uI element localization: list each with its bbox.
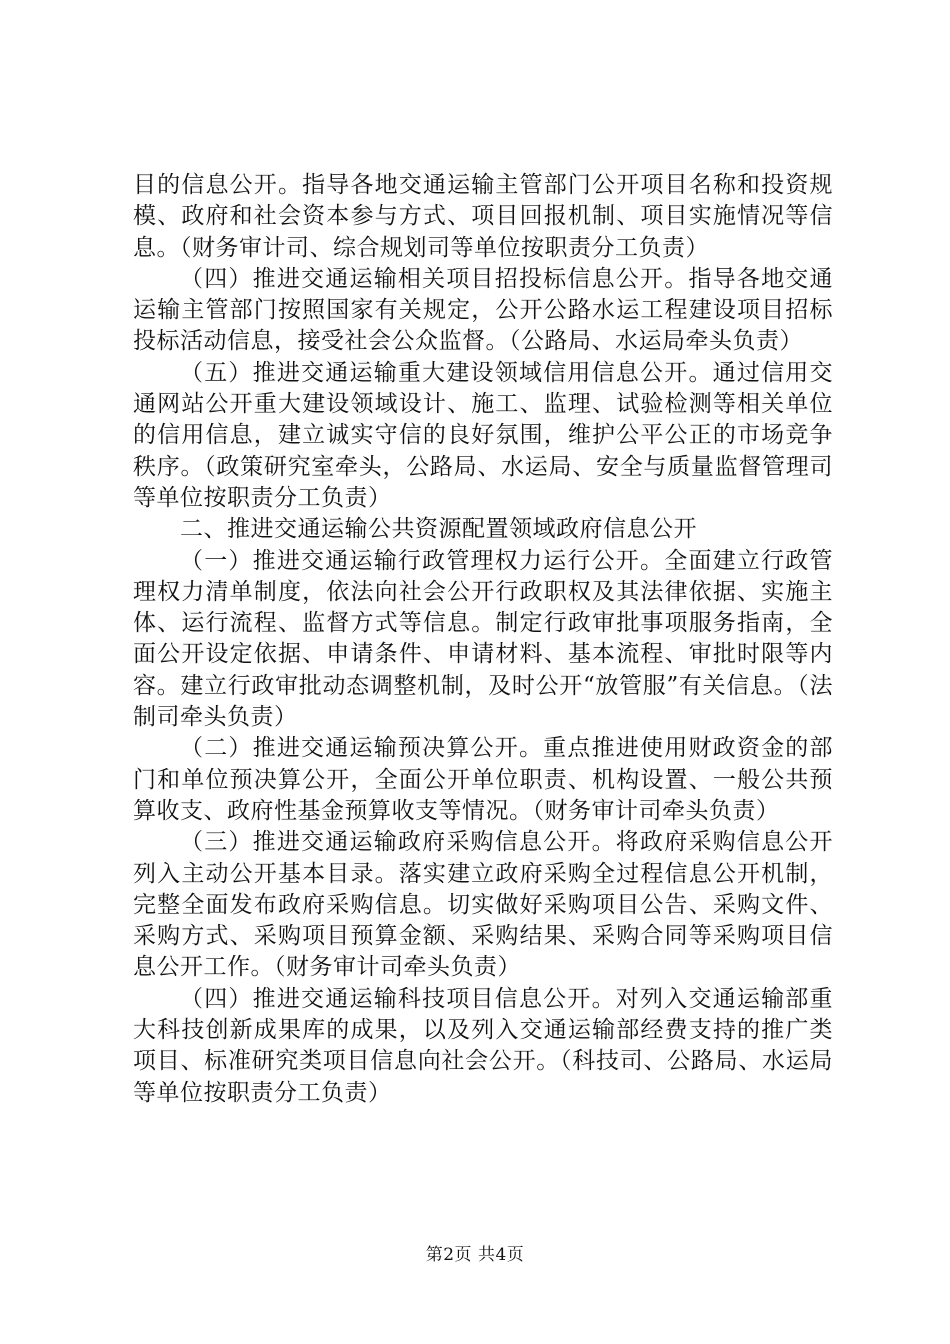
- paragraph-item-2-budget: （二）推进交通运输预决算公开。重点推进使用财政资金的部门和单位预决算公开，全面公开单位职责、机构设置、一般公共预算收支、政府性基金预算收支等情况。（财务审计司牵头负责）: [133, 735, 833, 824]
- document-body: [133, 170, 833, 1109]
- paragraph-item-4-bidding: （四）推进交通运输相关项目招投标信息公开。指导各地交通运输主管部门按照国家有关规定，公开公路水运工程建设项目招标投标活动信息，接受社会公众监督。（公路局、水运局牵头负责）: [133, 265, 833, 355]
- paragraph-item-5-credit: （五）推进交通运输重大建设领域信用信息公开。通过信用交通网站公开重大建设领域设计、施工、监理、试验检测等相关单位的信用信息，建立诚实守信的良好氛围，维护公平公正的市场竞争秩序。（政策研究室牵头，公路局、水运局、安全与质量监督管理司等单位按职责分工负责）: [133, 359, 833, 511]
- page-number-footer: 第2页 共4页: [425, 1245, 525, 1265]
- paragraph-item-1-admin-power: （一）推进交通运输行政管理权力运行公开。全面建立行政管理权力清单制度，依法向社会公开行政职权及其法律依据、实施主体、运行流程、监督方式等信息。制定行政审批事项服务指南，全面公开设定依据、申请条件、申请材料、基本流程、审批时限等内容。建立行政审批动态调整机制，及时公开“放管服”有关信息。（法制司牵头负责）: [133, 547, 833, 731]
- section-heading-2: 二、推进交通运输公共资源配置领域政府信息公开: [180, 516, 697, 543]
- paragraph-item-4-technology: （四）推进交通运输科技项目信息公开。对列入交通运输部重大科技创新成果库的成果，以及列入交通运输部经费支持的推广类项目、标准研究类项目信息向社会公开。（科技司、公路局、水运局等单位按职责分工负责）: [133, 985, 833, 1106]
- paragraph-item-3-procurement: （三）推进交通运输政府采购信息公开。将政府采购信息公开列入主动公开基本目录。落实建立政府采购全过程信息公开机制，完整全面发布政府采购信息。切实做好采购项目公告、采购文件、采购方式、采购项目预算金额、采购结果、采购合同等采购项目信息公开工作。（财务审计司牵头负责）: [133, 829, 833, 981]
- paragraph-continuation: 目的信息公开。指导各地交通运输主管部门公开项目名称和投资规模、政府和社会资本参与方式、项目回报机制、项目实施情况等信息。（财务审计司、综合规划司等单位按职责分工负责）: [133, 172, 833, 261]
